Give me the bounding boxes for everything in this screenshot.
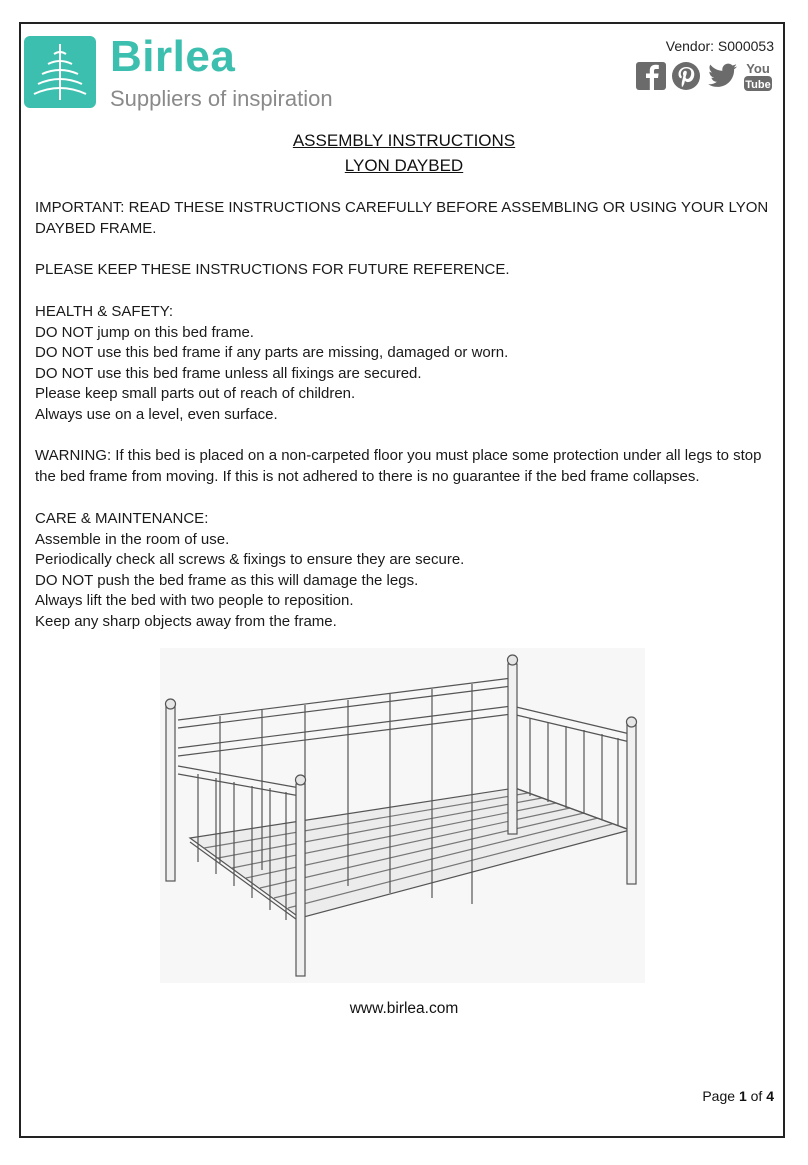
facebook-icon[interactable] [635,61,667,91]
brand-logo [24,32,354,116]
care-maintenance-heading: CARE & MAINTENANCE: [35,510,209,527]
important-text: IMPORTANT: READ THESE INSTRUCTIONS CAREFULLY BEFORE ASSEMBLING OR USING YOUR LYON DAYBED FRAME. [35,199,769,237]
list-item: Keep any sharp objects away from the frame. [35,612,337,630]
list-item: Always lift the bed with two people to reposition. [35,592,354,609]
page-label: Page [702,1088,736,1104]
current-page: 1 [738,1088,747,1104]
document-title: ASSEMBLY INSTRUCTIONS [292,131,516,150]
list-item: DO NOT jump on this bed frame. [35,323,254,341]
page-number [702,1088,774,1104]
brand-tagline: Suppliers of inspiration [110,86,333,111]
daybed-illustration [160,648,645,983]
health-safety-heading: HEALTH & SAFETY: [35,303,174,320]
keep-notice [35,260,775,281]
website-link[interactable]: www.birlea.com [349,1000,459,1017]
important-notice [35,198,775,239]
list-item: Assemble in the room of use. [35,530,230,548]
list-item: Always use on a level, even surface. [35,405,278,423]
warning-text: WARNING: If this bed is placed on a non-carpeted floor you must place some protection under all legs to stop the bed frame from moving. If this is not adhered to there is no guarantee if the bed frame collapses. [35,447,762,485]
list-item: DO NOT use this bed frame if any parts are missing, damaged or worn. [35,344,509,361]
brand-name: Birlea [110,32,236,81]
list-item: Please keep small parts out of reach of children. [35,385,356,402]
total-pages: 4 [766,1088,774,1104]
twitter-icon[interactable] [705,61,739,91]
warning-section [35,446,775,487]
list-item: Periodically check all screws & fixings to ensure they are secure. [35,551,465,568]
list-item: DO NOT use this bed frame unless all fixings are secured. [35,364,422,382]
social-icons [635,60,774,92]
list-item: DO NOT push the bed frame as this will damage the legs. [35,571,419,589]
vendor-code: Vendor: S000053 [665,38,774,54]
health-safety-section [35,302,775,425]
svg-text:You: You [746,61,770,76]
product-title: LYON DAYBED [344,156,464,175]
pinterest-icon[interactable] [670,61,702,91]
tree-logo-icon [24,36,96,108]
svg-text:Tube: Tube [745,79,771,91]
youtube-icon[interactable] [742,60,774,92]
care-maintenance-section [35,509,775,632]
of-label: of [750,1088,763,1104]
keep-text: PLEASE KEEP THESE INSTRUCTIONS FOR FUTURE REFERENCE. [35,261,510,278]
